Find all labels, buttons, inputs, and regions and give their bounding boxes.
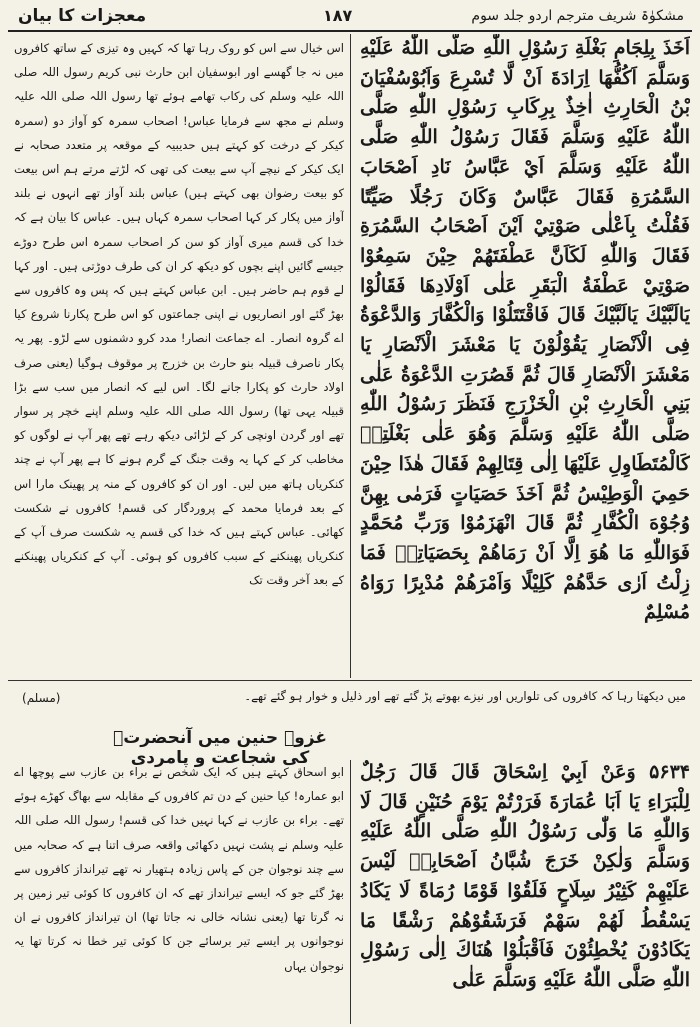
continuation-line: میں دیکھتا رہا کہ کافروں کی تلواریں اور نیزے بھوتے پڑ گئے تھے اور ذلیل و خوار ہو گئے تھے۔ xyxy=(244,689,686,703)
urdu-translation-5634: ابو اسحاق کہتے ہیں کہ ایک شخص نے براء بن عازب سے پوچھا اے ابو عمارہ! کیا حنین کے دن تم کافروں کے مقابلہ سے بھاگ کھڑے ہوئے تھے۔ براء بن عازب نے کہا نہیں خدا کی قسم! رسول اللہ صلی اللہ علیہ وسلم نے پشت نہیں دکھائی واقعہ صرف اتنا ہے کہ صحابہ میں سے چند نوجوان جن کے پاس زیادہ ہتھیار نہ تھے تیرانداز کافروں سے بھڑ گئے جو کہ ایسے تیرانداز تھے کہ ان کافروں کا کوئی تیر زمین پر نہ گرتا تھا (یعنی نشانہ خالی نہ جاتا تھا) ان تیرانداز کافروں نے ان نوجوانوں پر ایسے تیر برسائے جن کا کوئی تیر خطا نہ کرتا تھا یہ نوجوان یہاں xyxy=(14,765,344,973)
book-title: مشکوٰۃ شریف مترجم اردو جلد سوم xyxy=(471,8,684,24)
page-header xyxy=(8,4,692,32)
reference-muslim: (مسلم) xyxy=(22,691,61,705)
section-title: غزوہ حنین میں آنحضرتؐ کی شجاعت و پامردی xyxy=(113,728,327,768)
arabic-column-bottom xyxy=(360,758,690,1024)
chapter-title: معجزات کا بیان xyxy=(18,6,147,26)
section-rule xyxy=(8,680,692,681)
column-divider-bottom xyxy=(350,760,351,1024)
urdu-column-top xyxy=(14,36,344,676)
arabic-hadith-5634: ۵۶۳۴ وَعَنْ اَبِيْ اِسْحَاقَ قَالَ قَالَ رَجُلٌ لِلْبَرَاءِ يَا اَبَا عُمَارَةَ فَرَرْتُمْ يَوْمَ حُنَيْنٍ قَالَ لَا وَاللّٰهِ مَا وَلّٰى رَسُوْلُ اللّٰهِ صَلَّى اللّٰهُ عَلَيْهِ وَسَلَّمَ وَلٰكِنْ خَرَجَ شُبَّانُ اَصْحَابِهٖ لَيْسَ عَلَيْهِمْ كَثِيْرُ سِلَاحٍ فَلَقُوْا قَوْمًا رُمَاةً لَا يَكَادُ يَسْقُطُ لَهُمْ سَهْمٌ فَرَشَقُوْهُمْ رَشْقًا مَا يَكَادُوْنَ يُخْطِئُوْنَ فَاَقْبَلُوْا هُنَاكَ اِلٰى رَسُوْلِ اللّٰهِ صَلَّى اللّٰهُ عَلَيْهِ وَسَلَّمَ عَلٰى xyxy=(360,761,690,991)
page-number: ۱۸۷ xyxy=(323,6,353,25)
urdu-column-bottom xyxy=(14,760,344,1024)
urdu-translation-text: اس خیال سے اس کو روک رہا تھا کہ کہیں وہ تیزی کے ساتھ کافروں میں نہ جا گھسے اور ابوسفیان ابن حارث نبی کریم رسول اللہ صلی اللہ علیہ وسلم کی رکاب تھامے ہوئے تھا رسول اللہ صلی اللہ علیہ وسلم نے مجھ سے فرمایا عباس! اصحاب سمرہ کو آواز دو (سمرہ کیکر کے درخت کو کہتے ہیں حدیبیہ کے موقعہ پر متعدد صحابہ نے ایک کیکر کے نیچے آپ سے بیعت کی تھی کہ لڑتے مرتے ہم اس بیعت کو بیعت رضوان بھی کہتے ہیں) عباس بلند آواز تھے انہوں نے بلند آواز میں پکار کر کہا اصحاب سمرہ کہاں ہیں۔ عباس کا بیان ہے کہ خدا کی قسم میری آواز کو سن کر اصحاب سمرہ اس طرح دوڑے جیسے گائیں اپنے بچوں کو دیکھ کر ان کی طرف دوڑتی ہیں۔ اور کہا لے قوم ہم حاضر ہیں۔ ابن عباس کہتے ہیں کہ پس وہ کافروں سے بھڑ گئے اور انصاریوں نے اپنی جماعتوں کو اس طرح پکارنا شروع کیا اے گروہ انصار۔ اے جماعت انصار! مدد کرو دشمنوں سے لڑو۔ پھر یہ پکار ناصرف قبیلہ بنو حارث بن خزرج پر موقوف ہوگیا (یعنی صرف اولاد حارث کو پکارا جانے لگا۔ اس لیے کہ انصار میں سب سے بڑا قبیلہ یہی تھا) رسول اللہ صلی اللہ علیہ وسلم اپنے خچر پر سوار تھے اور گردن اونچی کر کے لڑائی دیکھ رہے تھے پھر آپ نے لوگوں کو مخاطب کر کے کہا یہ وقت جنگ کے گرم ہونے کا ہے پھر آپ نے چند کنکریاں ہاتھ میں لیں۔ اور ان کو کافروں کے منہ پر پھینک مارا اس کے بعد فرمایا محمد کے پروردگار کی قسم! کافروں نے شکست کھائی۔ عباس کہتے ہیں کہ خدا کی قسم یہ شکست صرف آپ کے کنکریاں پھینکنے کے سبب کافروں کو ہوئی۔ آپ کے کنکریاں پھینکنے کے بعد آخر وقت تک xyxy=(14,41,344,588)
arabic-hadith-text: اَخَذَ بِلِجَامِ بَغْلَةِ رَسُوْلِ اللّٰهِ صَلَّى اللّٰهُ عَلَيْهِ وَسَلَّمَ اَكُفُّهَا اِرَادَةَ اَنْ لَّا تُسْرِعَ وَاَبُوْسُفْيَانَ بْنُ الْحَارِثِ اٰخِذٌ بِرِكَابِ رَسُوْلِ اللّٰهِ صَلَّى اللّٰهُ عَلَيْهِ وَسَلَّمَ فَقَالَ رَسُوْلُ اللّٰهِ صَلَّى اللّٰهُ عَلَيْهِ وَسَلَّمَ اَيْ عَبَّاسُ نَادِ اَصْحَابَ السَّمُرَةِ فَقَالَ عَبَّاسٌ وَكَانَ رَجُلًا صَيِّتًا فَقُلْتُ بِاَعْلٰى صَوْتِيْ اَيْنَ اَصْحَابُ السَّمُرَةِ فَقَالَ وَاللّٰهِ لَكَاَنَّ عَطْفَتَهُمْ حِيْنَ سَمِعُوْا صَوْتِيْ عَطْفَةُ الْبَقَرِ عَلٰى اَوْلَادِهَا فَقَالُوْا يَالَبَّيْكَ يَالَبَّيْكَ قَالَ فَاقْتَتَلُوْا وَالْكُفَّارَ وَالدَّعْوَةُ فِى الْاَنْصَارِ يَقُوْلُوْنَ يَا مَعْشَرَ الْاَنْصَارِ يَا مَعْشَرَ الْاَنْصَارِ قَالَ ثُمَّ قَصُرَتِ الدَّعْوَةُ عَلٰى بَنِي الْحَارِثِ بْنِ الْخَزْرَجِ فَنَظَرَ رَسُوْلُ اللّٰهِ صَلَّى اللّٰهُ عَلَيْهِ وَسَلَّمَ وَهُوَ عَلٰى بَغْلَتِهٖ كَالْمُتَطَاوِلِ عَلَيْهَا اِلٰى قِتَالِهِمْ فَقَالَ هٰذَا حِيْنَ حَمِيَ الْوَطِيْسُ ثُمَّ اَخَذَ حَصَيَاتٍ فَرَمٰى بِهِنَّ وُجُوْهَ الْكُفَّارِ ثُمَّ قَالَ انْهَزَمُوْا وَرَبِّ مُحَمَّدٍ فَوَاللّٰهِ مَا هُوَ اِلَّا اَنْ رَمَاهُمْ بِحَصَيَاتِهٖ فَمَا زِلْتُ اَرٰى حَدَّهُمْ كَلِيْلًا وَاَمْرَهُمْ مُدْبِرًا رَوَاهُ مُسْلِمٌ xyxy=(360,37,690,624)
arabic-column-top xyxy=(360,34,690,680)
column-divider-top xyxy=(350,34,351,678)
